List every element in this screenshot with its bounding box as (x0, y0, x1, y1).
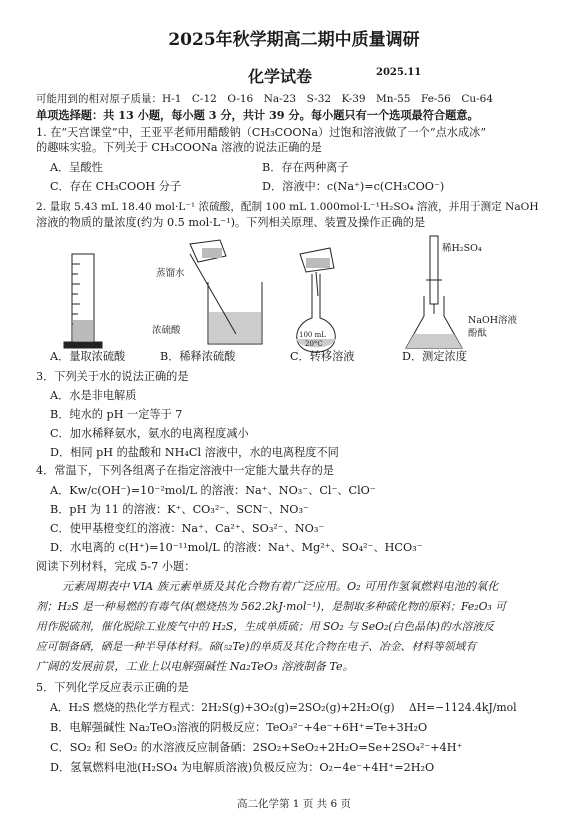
q5-option-d: D．氢氧燃料电池(H₂SO₄ 为电解质溶液)负极反应为：O₂−4e⁻+4H⁺=2H₂O (50, 761, 435, 774)
label-phenolphthalein: 酚酞 (468, 328, 488, 339)
q1-option-a: A．呈酸性 (50, 161, 103, 174)
q1-option-d: D．溶液中：c(Na⁺)=c(CH₃COO⁻) (262, 180, 445, 193)
q1-option-b: B．存在两种离子 (262, 161, 349, 174)
q3-option-c: C．加水稀释氨水，氨水的电离程度减小 (50, 427, 249, 440)
section-instructions: 单项选择题：共 13 小题，每小题 3 分，共计 39 分。每小题只有一个选项最符合题意。 (36, 108, 479, 122)
q2-option-d: D．测定浓度 (402, 350, 467, 363)
exam-subject: 化学试卷 (248, 67, 313, 86)
exam-date: 2025.11 (376, 67, 422, 78)
q4-option-d: D．水电离的 c(H⁺)=10⁻¹¹mol/L 的溶液：Na⁺、Mg²⁺、SO₄²⁻、HCO₃⁻ (50, 541, 423, 554)
q2-stem-cont: 溶液的物质的量浓度(约为 0.5 mol·L⁻¹)。下列相关原理、装置及操作正确的是 (36, 216, 426, 229)
exam-title: 2025年秋学期高二期中质量调研 (168, 30, 420, 50)
label-naoh-solution: NaOH溶液 (468, 315, 518, 326)
q4-option-c: C．使甲基橙变红的溶液：Na⁺、Ca²⁺、SO₃²⁻、NO₃⁻ (50, 522, 325, 535)
q2-option-a: A．量取浓硫酸 (50, 350, 126, 363)
reading-material-1: 元素周期表中 VIA 族元素单质及其化合物有着广泛应用。O₂ 可用作氢氧燃料电池的氧化 (62, 580, 499, 593)
q5-option-b: B．电解强碱性 Na₂TeO₃溶液的阴极反应：TeO₃²⁻+4e⁻+6H⁺=Te+3H₂O (50, 721, 428, 734)
graduated-cylinder-icon (64, 254, 102, 348)
page-footer: 高二化学第 1 页 共 6 页 (236, 798, 352, 810)
q3-stem: 3．下列关于水的说法正确的是 (36, 370, 189, 383)
label-flask-temperature: 20°C (305, 340, 323, 348)
q2-option-c: C．转移溶液 (290, 350, 355, 363)
reading-material-3: 用作脱硫剂，催化脱除工业废气中的 H₂S，生成单质硫；用 SO₂ 与 SeO₂(白色晶体)的水溶液反 (36, 620, 494, 633)
label-dilute-h2so4: 稀H₂SO₄ (442, 243, 482, 254)
q5-stem: 5．下列化学反应表示正确的是 (36, 681, 189, 694)
q5-option-c: C．SO₂ 和 SeO₂ 的水溶液反应制备硒：2SO₂+SeO₂+2H₂O=Se+2SO₄²⁻+4H⁺ (50, 741, 463, 754)
q3-option-d: D．相同 pH 的盐酸和 NH₄Cl 溶液中，水的电离程度不同 (50, 446, 339, 459)
q3-option-b: B．纯水的 pH 一定等于 7 (50, 408, 183, 421)
q1-stem: 1. 在“天宫课堂”中，王亚平老师用醋酸钠（CH₃COONa）过饱和溶液做了一个“点水成冰” (36, 126, 487, 139)
q2-option-b: B．稀释浓硫酸 (160, 350, 236, 363)
reading-material-2: 剂；H₂S 是一种易燃的有毒气体(燃烧热为 562.2kJ·mol⁻¹)，是制取多种硫化物的原料；Fe₂O₃ 可 (36, 600, 506, 613)
reading-material-5: 广阔的发展前景，工业上以电解强碱性 Na₂TeO₃ 溶液制备 Te。 (36, 660, 354, 673)
atomic-masses-line: 可能用到的相对原子质量：H-1 C-12 O-16 Na-23 S-32 K-39 Mn-55 Fe-56 Cu-64 (36, 93, 494, 105)
label-conc-sulfuric-acid: 浓硫酸 (152, 325, 181, 336)
q1-option-c: C．存在 CH₃COOH 分子 (50, 180, 182, 193)
reading-material-4: 应可制备硒，硒是一种半导体材料。碲(₅₂Te)的单质及其化合物在电子、冶金、材料等领域有 (36, 640, 477, 653)
q3-option-a: A．水是非电解质 (50, 389, 137, 402)
q4-stem: 4．常温下，下列各组离子在指定溶液中一定能大量共存的是 (36, 464, 334, 477)
q1-stem-cont: 的趣味实验。下列关于 CH₃COONa 溶液的说法正确的是 (36, 141, 322, 154)
reading-intro: 阅读下列材料，完成 5-7 小题： (36, 560, 196, 573)
q5-option-a: A．H₂S 燃烧的热化学方程式：2H₂S(g)+3O₂(g)=2SO₂(g)+2H₂O(g) ΔH=−1124.4kJ/mol (50, 701, 517, 714)
label-flask-volume: 100 mL (299, 331, 326, 339)
q4-option-b: B．pH 为 11 的溶液：K⁺、CO₃²⁻、SCN⁻、NO₃⁻ (50, 503, 309, 516)
q4-option-a: A．Kw/c(OH⁻)=10⁻²mol/L 的溶液：Na⁺、NO₃⁻、Cl⁻、ClO⁻ (50, 484, 376, 497)
q2-stem: 2. 量取 5.43 mL 18.40 mol·L⁻¹ 浓硫酸，配制 100 mL 1.000mol·L⁻¹H₂SO₄ 溶液，并用于测定 NaOH (36, 201, 539, 213)
label-distilled-water: 蒸馏水 (156, 268, 185, 279)
beaker-dilution-icon (190, 240, 262, 344)
